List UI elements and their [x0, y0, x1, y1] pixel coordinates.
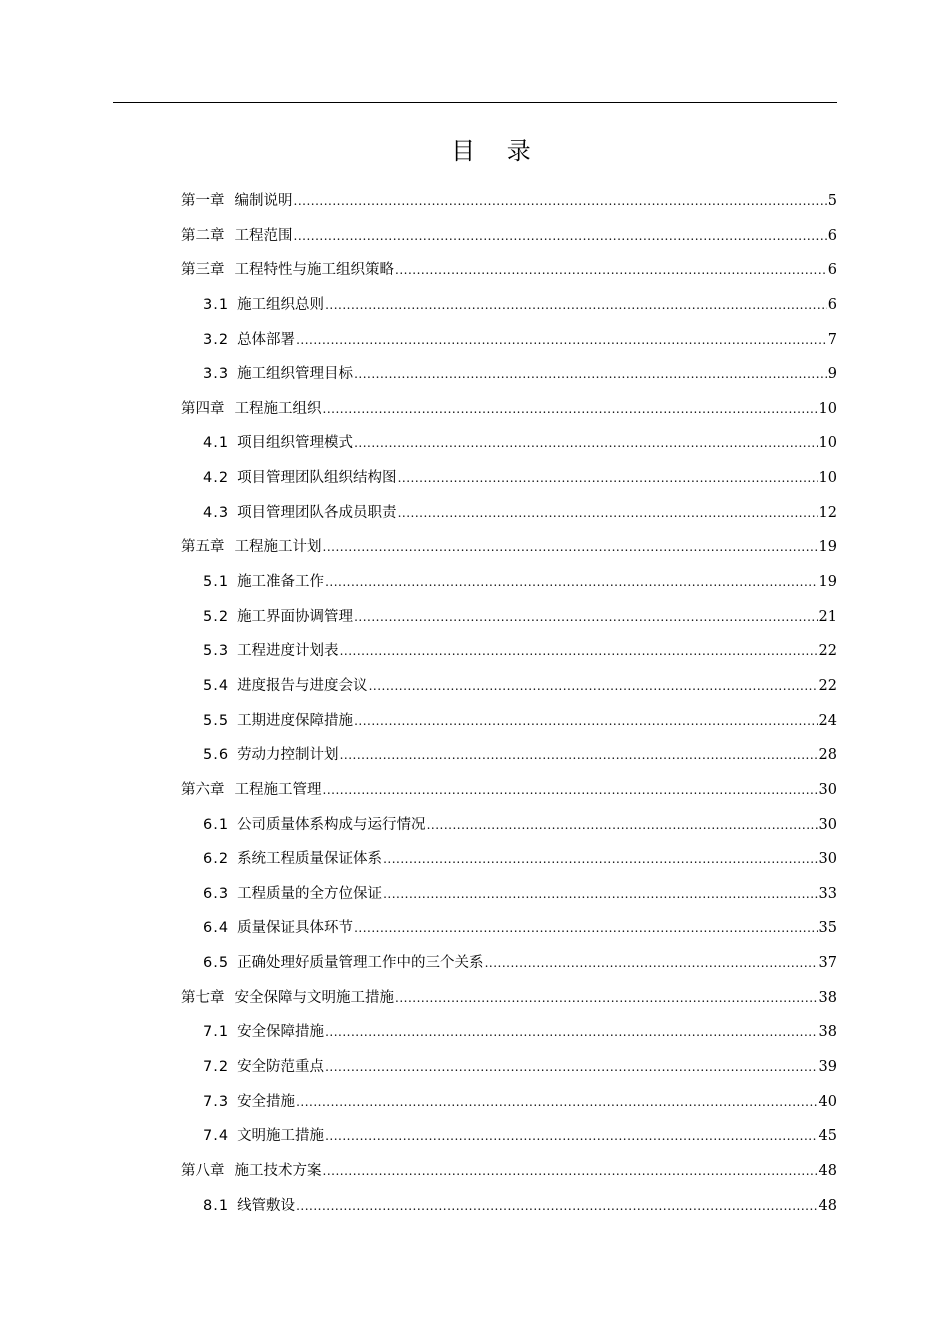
toc-dot-leader	[323, 392, 818, 427]
toc-entry[interactable]	[181, 392, 837, 427]
toc-page-number: 5	[827, 193, 837, 209]
toc-dot-leader	[354, 911, 817, 946]
toc-page-number: 35	[818, 920, 837, 937]
toc-entry-title: 项目管理团队各成员职责	[237, 504, 397, 521]
toc-page-number: 6	[827, 227, 837, 244]
toc-entry-title: 工期进度保障措施	[237, 712, 354, 729]
toc-dot-leader	[354, 357, 827, 392]
toc-entry[interactable]	[181, 946, 837, 981]
toc-entry-title: 安全防范重点	[237, 1059, 325, 1076]
toc-entry-title: 施工技术方案	[234, 1162, 322, 1179]
toc-entry[interactable]	[181, 704, 837, 739]
toc-dot-leader	[323, 1154, 818, 1189]
toc-page-number: 30	[818, 781, 837, 798]
toc-dot-leader	[398, 461, 818, 496]
toc-entry-title: 总体部署	[237, 331, 296, 348]
toc-entry[interactable]	[181, 1154, 837, 1189]
toc-entry-title: 劳动力控制计划	[237, 747, 339, 764]
toc-dot-leader	[354, 704, 817, 739]
toc-page-number: 24	[818, 712, 837, 729]
toc-dot-leader	[369, 669, 818, 704]
toc-entry[interactable]	[181, 981, 837, 1016]
toc-entry-title: 公司质量体系构成与运行情况	[237, 816, 426, 833]
toc-entry-title: 工程施工组织	[234, 400, 322, 417]
toc-entry-number: 第六章	[181, 781, 225, 798]
toc-entry[interactable]	[181, 357, 837, 392]
toc-dot-leader	[354, 426, 817, 461]
toc-entry-number: 6.1	[203, 816, 230, 833]
toc-page-number: 37	[818, 955, 837, 972]
table-of-contents	[181, 184, 837, 1223]
toc-page-number: 7	[827, 331, 837, 348]
toc-page-number: 12	[818, 504, 837, 521]
toc-dot-leader	[383, 842, 817, 877]
toc-entry-number: 第一章	[181, 193, 225, 209]
toc-entry-title: 工程特性与施工组织策略	[234, 262, 394, 279]
toc-entry[interactable]	[181, 669, 837, 704]
toc-entry[interactable]	[181, 877, 837, 912]
toc-entry-number: 第七章	[181, 989, 225, 1006]
toc-entry-title: 质量保证具体环节	[237, 920, 354, 937]
toc-entry-number: 3.2	[203, 331, 230, 348]
toc-dot-leader	[395, 981, 818, 1016]
toc-entry-title: 项目管理团队组织结构图	[237, 470, 397, 487]
toc-page-number: 6	[827, 296, 837, 313]
toc-entry-title: 施工组织总则	[237, 296, 325, 313]
toc-entry[interactable]	[181, 600, 837, 635]
toc-entry-title: 工程施工管理	[234, 781, 322, 798]
toc-dot-leader	[325, 1015, 817, 1050]
toc-dot-leader	[325, 565, 817, 600]
toc-page-number: 19	[818, 539, 837, 556]
toc-dot-leader	[340, 634, 818, 669]
toc-entry[interactable]	[181, 565, 837, 600]
toc-entry-title: 工程施工计划	[234, 539, 322, 556]
toc-entry[interactable]	[181, 911, 837, 946]
toc-entry[interactable]	[181, 808, 837, 843]
toc-entry[interactable]	[181, 634, 837, 669]
toc-dot-leader	[395, 253, 827, 288]
toc-entry[interactable]	[181, 426, 837, 461]
toc-entry-title: 文明施工措施	[237, 1128, 325, 1145]
toc-entry-title: 正确处理好质量管理工作中的三个关系	[237, 955, 484, 972]
toc-entry-number: 3.1	[203, 296, 230, 313]
toc-entry-number: 4.2	[203, 470, 230, 487]
toc-page-number: 22	[818, 643, 837, 660]
toc-entry-title: 工程质量的全方位保证	[237, 885, 383, 902]
toc-entry-title: 安全保障措施	[237, 1024, 325, 1041]
toc-page-number: 38	[818, 1024, 837, 1041]
toc-entry-number: 4.1	[203, 435, 230, 452]
toc-page-number: 30	[818, 851, 837, 868]
toc-dot-leader	[398, 496, 818, 531]
toc-page-number: 48	[818, 1197, 837, 1214]
toc-dot-leader	[340, 738, 818, 773]
toc-entry-number: 第五章	[181, 539, 225, 556]
toc-entry-title: 工程进度计划表	[237, 643, 339, 660]
toc-entry-number: 5.2	[203, 608, 230, 625]
toc-dot-leader	[323, 530, 818, 565]
toc-dot-leader	[296, 323, 827, 358]
toc-dot-leader	[325, 1119, 817, 1154]
toc-entry-number: 6.3	[203, 885, 230, 902]
toc-entry-title: 施工组织管理目标	[237, 366, 354, 383]
toc-entry[interactable]	[181, 738, 837, 773]
toc-dot-leader	[323, 773, 818, 808]
toc-dot-leader	[296, 1085, 817, 1120]
toc-entry-title: 系统工程质量保证体系	[237, 851, 383, 868]
toc-page-number: 21	[818, 608, 837, 625]
toc-page-number: 19	[818, 574, 837, 591]
toc-entry-number: 5.4	[203, 677, 230, 694]
page-title: 目 录	[451, 137, 543, 165]
toc-dot-leader	[296, 1189, 817, 1224]
toc-entry-number: 4.3	[203, 504, 230, 521]
toc-entry[interactable]	[181, 1015, 837, 1050]
toc-entry[interactable]	[181, 219, 837, 254]
toc-entry-number: 第三章	[181, 262, 225, 279]
toc-entry-number: 3.3	[203, 366, 230, 383]
toc-entry-number: 6.5	[203, 955, 230, 972]
toc-entry[interactable]	[181, 496, 837, 531]
toc-entry[interactable]	[181, 842, 837, 877]
toc-entry[interactable]	[181, 323, 837, 358]
toc-page-number: 10	[818, 400, 837, 417]
toc-dot-leader	[427, 808, 818, 843]
toc-entry-number: 7.3	[203, 1093, 230, 1110]
toc-entry[interactable]	[181, 253, 837, 288]
toc-dot-leader	[354, 600, 817, 635]
toc-page-number: 30	[818, 816, 837, 833]
toc-entry-title: 线管敷设	[237, 1197, 296, 1214]
toc-page-number: 40	[818, 1093, 837, 1110]
toc-entry[interactable]	[181, 530, 837, 565]
toc-entry-title: 施工准备工作	[237, 574, 325, 591]
toc-page-number: 38	[818, 989, 837, 1006]
toc-entry-number: 7.2	[203, 1059, 230, 1076]
toc-entry-number: 6.4	[203, 920, 230, 937]
toc-dot-leader	[294, 184, 827, 219]
toc-entry[interactable]	[181, 1119, 837, 1154]
toc-page-number: 6	[827, 262, 837, 279]
toc-entry-number: 8.1	[203, 1197, 230, 1214]
toc-entry-number: 第四章	[181, 400, 225, 417]
toc-entry-title: 工程范围	[234, 227, 293, 244]
toc-page-number: 10	[818, 470, 837, 487]
toc-page-number: 45	[818, 1128, 837, 1145]
toc-page-number: 33	[818, 885, 837, 902]
toc-entry[interactable]	[181, 1085, 837, 1120]
toc-entry-number: 6.2	[203, 851, 230, 868]
toc-dot-leader	[383, 877, 817, 912]
toc-dot-leader	[294, 219, 827, 254]
header-rule	[113, 102, 837, 103]
toc-entry-number: 5.1	[203, 574, 230, 591]
toc-entry[interactable]	[181, 184, 837, 219]
toc-page-number: 10	[818, 435, 837, 452]
toc-entry-title: 安全保障与文明施工措施	[234, 989, 394, 1006]
toc-entry-number: 5.3	[203, 643, 230, 660]
toc-entry-number: 5.5	[203, 712, 230, 729]
toc-entry-number: 第二章	[181, 227, 225, 244]
toc-entry-number: 7.1	[203, 1024, 230, 1041]
toc-page-number: 9	[827, 366, 837, 383]
toc-page-number: 28	[818, 747, 837, 764]
toc-entry[interactable]	[181, 773, 837, 808]
toc-entry-title: 安全措施	[237, 1093, 296, 1110]
toc-entry[interactable]	[181, 461, 837, 496]
toc-dot-leader	[325, 288, 827, 323]
toc-page-number: 48	[818, 1162, 837, 1179]
toc-entry-title: 编制说明	[234, 193, 293, 209]
toc-entry-title: 项目组织管理模式	[237, 435, 354, 452]
toc-entry[interactable]	[181, 288, 837, 323]
toc-entry-title: 进度报告与进度会议	[237, 677, 368, 694]
toc-page-number: 39	[818, 1059, 837, 1076]
toc-entry[interactable]	[181, 1189, 837, 1224]
toc-entry-title: 施工界面协调管理	[237, 608, 354, 625]
toc-entry-number: 第八章	[181, 1162, 225, 1179]
toc-entry-number: 5.6	[203, 747, 230, 764]
toc-dot-leader	[485, 946, 818, 981]
toc-entry[interactable]	[181, 1050, 837, 1085]
toc-entry-number: 7.4	[203, 1128, 230, 1145]
toc-dot-leader	[325, 1050, 817, 1085]
toc-page-number: 22	[818, 677, 837, 694]
